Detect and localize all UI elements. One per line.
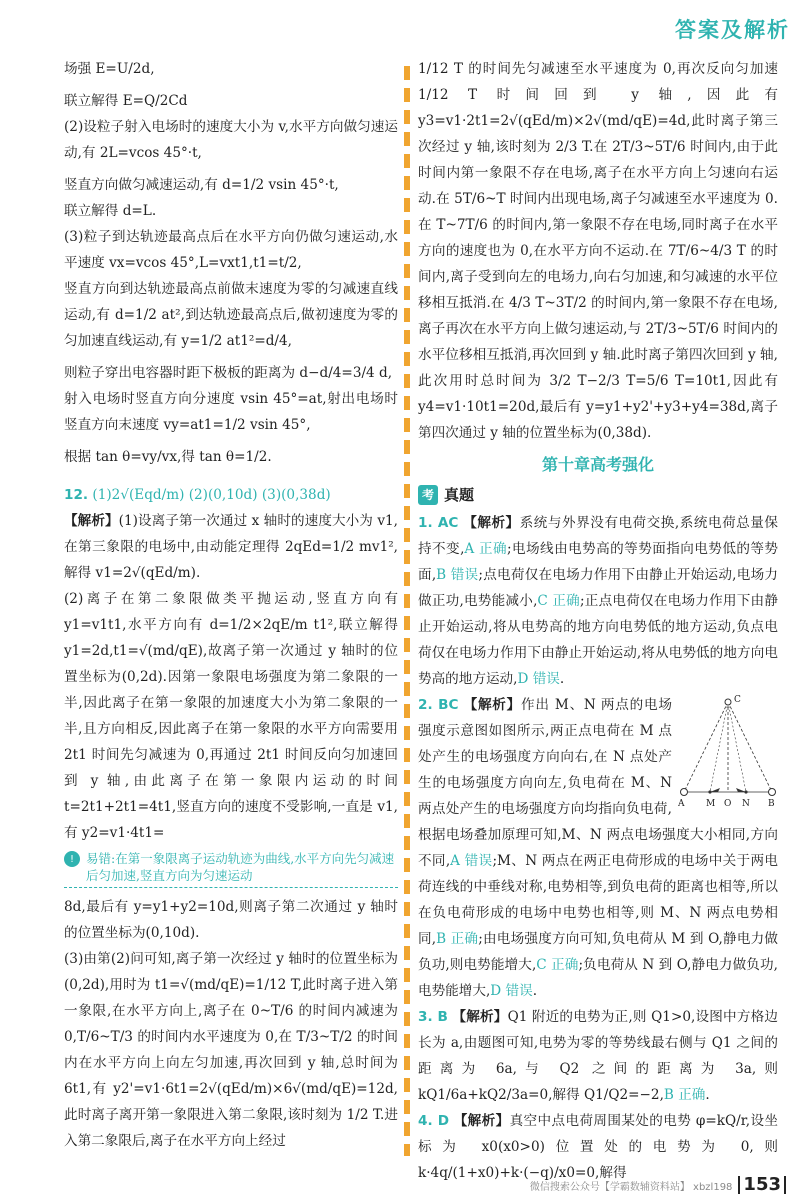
q2-block [418, 692, 778, 1004]
left-line-6: (3)粒子到达轨迹最高点后在水平方向仍做匀速运动,水平速度 vx=vcos 45°,L=vxt1,t1=t/2, [64, 229, 398, 271]
left-line-8: 则粒子穿出电容器时距下极板的距离为 d−d/4=3/4 d, [64, 365, 393, 381]
label-m: M [706, 799, 716, 809]
q12-number: 12. [64, 487, 89, 503]
charge-a [681, 789, 688, 796]
q2-text-3: ;由电场强度方向可知,负电荷从 M 到 O,静电力做负功,则电势能增大, [418, 931, 779, 973]
q1-b: B 错误 [436, 567, 479, 583]
q3-label: 【解析】 [452, 1009, 508, 1025]
q1-text-4: ;正点电荷仅在电场力作用下由静止开始运动,将从电势高的地方向电势低的地方运动,负点电荷仅在电场力作用下由静止开始运动,将从电势低的地方向电势高的地方运动, [418, 593, 778, 687]
chapter-title: 第十章高考强化 [541, 455, 654, 474]
q1-c: C 正确 [537, 593, 580, 609]
label-o: O [724, 799, 732, 809]
q3-text-2: . [705, 1087, 710, 1103]
q2-label: 【解析】 [463, 697, 522, 713]
q1-a: A 正确 [464, 541, 507, 557]
header-bar [418, 0, 800, 58]
page-footer [530, 1176, 786, 1194]
q4-number: 4. D [418, 1113, 450, 1129]
q3-number: 3. B [418, 1009, 448, 1025]
q2-d: D 错误 [490, 983, 533, 999]
q12-continued: 1/12 T 的时间先匀减速至水平速度为 0,再次反向匀加速 1/12 T 时间回到 y 轴,因此有 y3=v1·2t1=2√(qEd/m)×2√(md/qE)=4d,此时离子第三次经过 y 轴,该时刻为 2/3 T.在 2T/3~5T/6 时间内,由于此时间内第一象限不存在电场,离子在水平方向上匀速向右运动.在 5T/6~T 时间内出现电场,离子匀减速至水平速度为 0.在 T~7T/6 的时间内,第一象限不存在电场,同时离子在水平方向的速度也为 0,在水平方向不运动.在 7T/6~4/3 T 的时间内,离子受到向左的电场力,向右匀加速,和匀减速的水平位移相互抵消.在 4/3 T~3T/2 的时间内,第一象限不存在电场,离子再次在水平方向上做匀速运动,与 2T/3~5T/6 时间内的水平位移相互抵消,再次回到 y 轴.此时离子第四次回到 y 轴,此次用时总时间为 3/2 T−2/3 T=5/6 T=10t1,因此有 y4=v1·10t1=20d,最后有 y=y1+y2'+y3+y4=38d,离子第四次通过 y 轴的位置坐标为(0,38d). [418, 61, 778, 441]
page-number: 153 [738, 1176, 786, 1194]
q2-text-5: . [532, 983, 538, 999]
q12-answer-line [64, 482, 398, 508]
charge-b [769, 789, 776, 796]
q1-text-1: 系统与外界没有电荷交换,系统电荷总量保持不变, [418, 515, 778, 557]
q12-part3: (3)由第(2)问可知,离子第一次经过 y 轴时的位置坐标为(0,2d),用时为 t1=√(md/qE)=1/12 T,此时离子进入第一象限,在水平方向上,离子在 0~T/6 的时间内减速为 0,T/6~T/3 的时间内水平速度为 0,在 T/3~T/2 的时间内在水平方向上向左匀加速,再次回到 y 轴,总时间为 6t1,有 y2'=v1·6t1=2√(qEd/m)×6√(md/qE)=12d,此时离子离开第一象限进入第二象限,该时刻为 1/2 T.进入第二象限后,离子在水平方向上经过 [64, 951, 398, 1149]
q2-number: 2. BC [418, 697, 459, 713]
diagram-line-cb [728, 702, 772, 792]
q12-answer: (1)2√(Eqd/m) (2)(0,10d) (3)(0,38d) [92, 487, 331, 503]
diagram-line-cm [710, 702, 728, 792]
error-note-text: 易错:在第一象限离子运动轨迹为曲线,水平方向先匀减速后匀加速,竖直方向为匀速运动 [86, 851, 395, 883]
q1-d: D 错误 [517, 671, 560, 687]
q4-label: 【解析】 [453, 1113, 510, 1129]
q12-part2: (2)离子在第二象限做类平抛运动,竖直方向有 y1=v1t1,水平方向有 d=1/2×2qE/m t1²,联立解得 y1=2d,t1=√(md/qE),故离子第一次通过 y 轴时的位置坐标为(0,2d).因第一象限电场强度为第二象限的一半,因此离子在第一象限的加速度大小为第二象限的一半,且方向相反,因此离子在第一象限的水平方向需要用 2t1 时间先匀减速为 0,再通过 2t1 时间反向匀加速回到 y 轴,由此离子在第一象限内运动的时间 t=2t1+2t1=4t1,竖直方向的速度不受影响,一直是 v1,有 y2=v1·4t1= [64, 591, 398, 841]
q1-text-5: . [559, 671, 565, 687]
q12-analysis-label: 【解析】 [64, 513, 119, 529]
left-line-1: 场强 E=U/2d, [64, 61, 155, 77]
column-divider [404, 66, 410, 1156]
field-diagram-svg [678, 692, 778, 812]
left-line-7: 竖直方向到达轨迹最高点前做末速度为零的匀减速直线运动,有 d=1/2 at²,到达轨迹最高点后,做初速度为零的匀加速直线运动,有 y=1/2 at1²=d/4, [64, 281, 398, 349]
q2-text-1: 作出 M、N 两点的电场强度示意图如图所示,两正点电荷在 M 点处产生的电场强度方向向右,在 N 点处产生的电场强度方向向左,负电荷在 M、N 两点处产生的电场强度方向均指向负电荷,根据电场叠加原理可知,M、N 两点电场强度大小相同,方向不同, [418, 697, 778, 869]
right-column [418, 56, 778, 1186]
q3-block [418, 1004, 778, 1108]
q2-text-2: ;M、N 两点在两正电荷形成的电场中关于两电荷连线的中垂线对称,电势相等,到负电荷的距离也相等,所以在负电荷形成的电场中电势也相等,则 M、N 两点电势相同, [418, 853, 778, 947]
label-c: C [734, 695, 741, 705]
diagram-line-ca [684, 702, 728, 792]
left-line-4: 竖直方向做匀减速运动,有 d=1/2 vsin 45°·t, [64, 177, 339, 193]
q1-block [418, 510, 778, 692]
arrow-m [710, 788, 720, 792]
q1-label: 【解析】 [463, 515, 520, 531]
q12-part1-text: (1)设离子第一次通过 x 轴时的速度大小为 v1,在第三象限的电场中,由动能定理得 2qEd=1/2 mv1²,解得 v1=2√(qEd/m). [64, 513, 398, 581]
label-n: N [742, 799, 750, 809]
left-line-3: (2)设粒子射入电场时的速度大小为 v,水平方向做匀速运动,有 2L=vcos 45°·t, [64, 119, 398, 161]
warning-icon: ! [64, 851, 80, 867]
section-label: 真题 [444, 486, 475, 504]
q1-text-3: ;点电荷仅在电场力作用下由静止开始运动,电场力做正功,电势能减小, [418, 567, 778, 609]
q4-text-1: 真空中点电荷周围某处的电势 φ=kQ/r,设坐标为 x0(x0>0)位置处的电势为 0,则 k·4q/(1+x0)+k·(−q)/x0=0,解得 [418, 1113, 779, 1181]
left-line-10: 根据 tan θ=vy/vx,得 tan θ=1/2. [64, 449, 272, 465]
left-column [64, 56, 398, 1154]
section-tag [418, 482, 778, 508]
q3-text-1: Q1 附近的电势为正,则 Q1>0,设图中方格边长为 a,由题图可知,电势为零的等势线最右侧与 Q1 之间的距离为 6a,与 Q2 之间的距离为 3a,则 kQ1/6a+kQ2/3a=0,解得 Q1/Q2=−2, [418, 1009, 778, 1103]
field-diagram [678, 692, 778, 812]
q2-b: B 正确 [436, 931, 479, 947]
page-header-title: 答案及解析 [675, 18, 790, 42]
charge-c [725, 699, 731, 705]
arrow-n [736, 788, 746, 792]
q1-number: 1. AC [418, 515, 459, 531]
q2-a: A 错误 [450, 853, 493, 869]
exam-tag-icon: 考 [418, 485, 438, 505]
diagram-line-cn [728, 702, 746, 792]
q2-c: C 正确 [536, 957, 579, 973]
q3-b: B 正确 [663, 1087, 706, 1103]
q4-block [418, 1108, 778, 1186]
q12-part2-end: 8d,最后有 y=y1+y2=10d,则离子第二次通过 y 轴时的位置坐标为(0,10d). [64, 899, 398, 941]
left-line-9: 射入电场时竖直方向分速度 vsin 45°=at,射出电场时竖直方向末速度 vy=at1=1/2 vsin 45°, [64, 391, 398, 433]
q2-text-4: ;负电荷从 N 到 O,静电力做负功,电势能增大, [418, 957, 778, 999]
label-b: B [768, 799, 775, 809]
left-line-5: 联立解得 d=L. [64, 203, 157, 219]
error-note [64, 850, 398, 888]
footer-watermark: 微信搜索公众号【学霸数辅资料站】 xbzl198 [529, 1181, 733, 1193]
left-line-2: 联立解得 E=Q/2Cd [64, 93, 188, 109]
label-a: A [678, 799, 685, 809]
q1-text-2: ;电场线由电势高的等势面指向电势低的等势面, [418, 541, 778, 583]
q12-part1 [64, 508, 398, 586]
